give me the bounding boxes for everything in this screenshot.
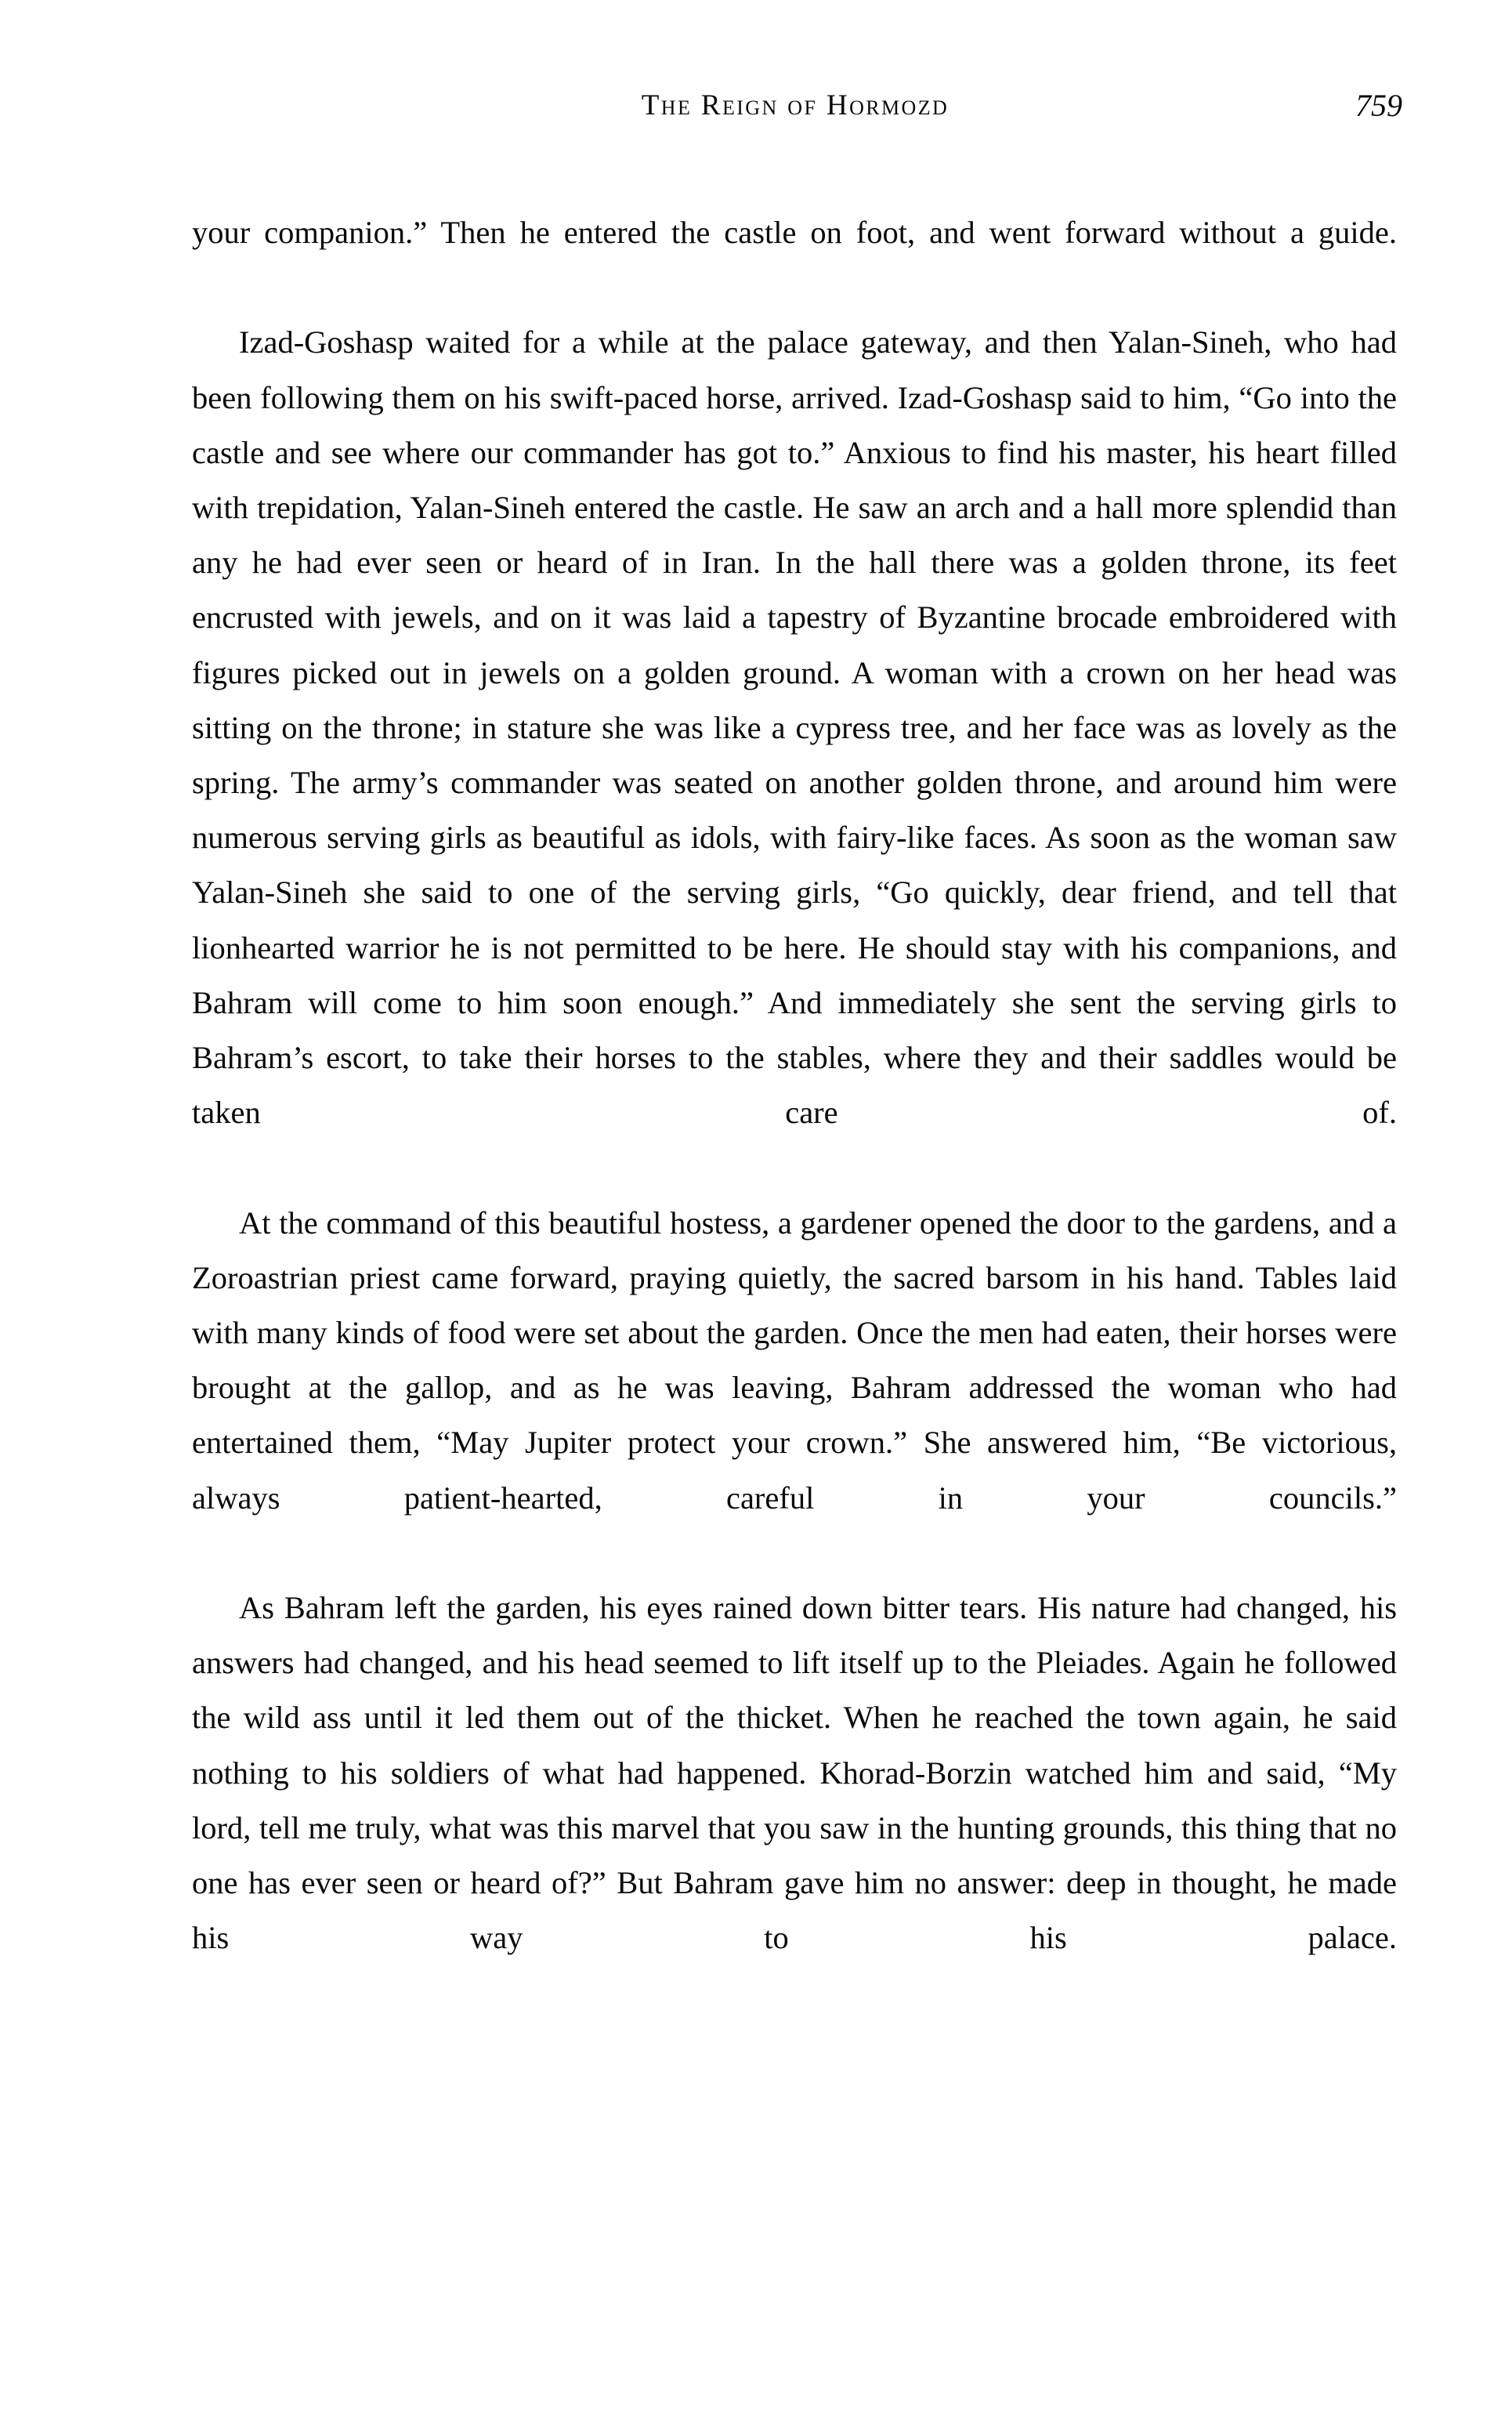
paragraph: your companion.” Then he entered the castle on foot, and went forward without a guide.: [192, 215, 1397, 250]
body-text-block: [192, 205, 1397, 2021]
page-number: 759: [1355, 88, 1402, 123]
running-head-title: The Reign of Hormozd: [641, 89, 950, 121]
paragraph: At the command of this beautiful hostess, a gardener opened the door to the gardens, and a Zoroastrian priest came forward, praying quietly, the sacred barsom in his hand. Tables laid with many kinds of food were set about the garden. Once the men had eaten, their horses were brought at the gallop, and as he was leaving, Bahram addressed the woman who had entertained them, “May Jupiter protect your crown.” She answered him, “Be victorious, always patient-hearted, careful in your councils.”: [192, 1204, 1397, 1516]
paragraph: Izad-Goshasp waited for a while at the palace gateway, and then Yalan-Sineh, who had been following them on his swift-paced horse, arrived. Izad-Goshasp said to him, “Go into the castle and see where our commander has got to.” Anxious to find his master, his heart filled with trepidation, Yalan-Sineh entered the castle. He saw an arch and a hall more splendid than any he had ever seen or heard of in Iran. In the hall there was a golden throne, its feet encrusted with jewels, and on it was laid a tapestry of Byzantine brocade embroidered with figures picked out in jewels on a golden ground. A woman with a crown on her head was sitting on the throne; in stature she was like a cypress tree, and her face was as lovely as the spring. The army’s commander was seated on another golden throne, and around him were numerous serving girls as beautiful as idols, with fairy-like faces. As soon as the woman saw Yalan-Sineh she said to one of the serving girls, “Go quickly, dear friend, and tell that lionhearted warrior he is not permitted to be here. He should stay with his companions, and Bahram will come to him soon enough.” And immediately she sent the serving girls to Bahram’s escort, to take their horses to the stables, where they and their saddles would be taken care of.: [192, 324, 1397, 1131]
paragraph: As Bahram left the garden, his eyes rained down bitter tears. His nature had changed, his answers had changed, and his head seemed to lift itself up to the Pleiades. Again he followed the wild ass until it led them out of the thicket. When he reached the town again, he said nothing to his soldiers of what had happened. Khorad-Borzin watched him and said, “My lord, tell me truly, what was this marvel that you saw in the hunting grounds, this thing that no one has ever seen or heard of?” But Bahram gave him no answer: deep in thought, he made his way to his palace.: [192, 1590, 1397, 1956]
running-head: [192, 85, 1402, 139]
